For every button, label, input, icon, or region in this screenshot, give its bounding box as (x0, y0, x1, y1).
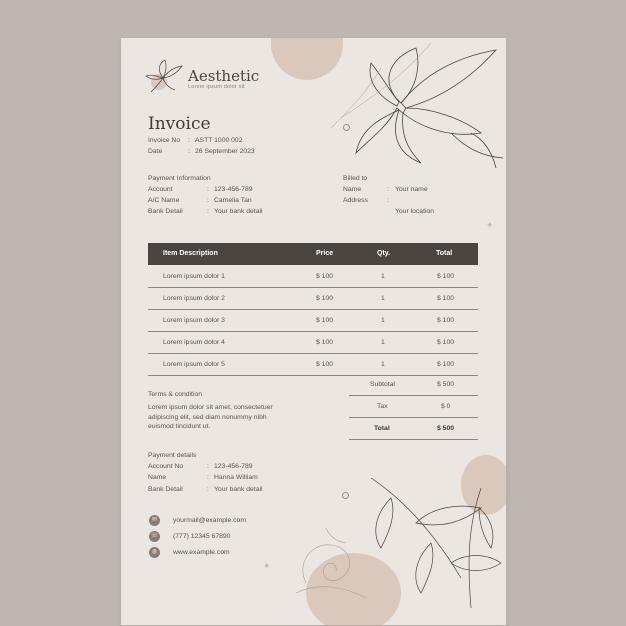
lily-illustration-icon (321, 38, 506, 178)
details-bank-value: Your bank detail (214, 486, 263, 493)
table-row (148, 309, 478, 332)
brand-name: Aesthetic (188, 67, 260, 85)
details-name-value: Hanna William (214, 474, 258, 481)
subtotal-label: Subtotal (370, 381, 395, 388)
logo-flower-icon (145, 58, 183, 94)
details-account-value: 123-456-789 (214, 463, 253, 470)
payment-info-heading: Payment Information (148, 175, 211, 182)
payment-acname-label: A/C Name (148, 197, 180, 204)
billed-to-heading: Billed to (343, 175, 368, 182)
table-row (148, 287, 478, 310)
item-total: $ 100 (437, 273, 455, 280)
item-total: $ 100 (437, 295, 455, 302)
payment-account-label: Account (148, 186, 173, 193)
header-price: Price (316, 250, 334, 257)
contact-phone[interactable]: (777) 12345 67890 (173, 533, 231, 540)
item-qty: 1 (381, 273, 385, 280)
details-bank-label: Bank Detail (148, 486, 183, 493)
total-value: $ 500 (437, 425, 455, 432)
payment-bank-value: Your bank detail (214, 208, 263, 215)
invoice-date: 26 September 2023 (195, 148, 255, 155)
dot-ornament-icon (342, 492, 349, 499)
payment-acname-value: Camelia Tan (214, 197, 252, 204)
tax-value: $ 0 (441, 403, 451, 410)
header-item-description: Item Description (163, 250, 218, 257)
billed-name-sep: : (387, 186, 389, 193)
item-total: $ 100 (437, 361, 455, 368)
contact-website[interactable]: www.example.com (173, 549, 230, 556)
item-price: $ 100 (316, 339, 334, 346)
item-description: Lorem ipsum dolor 5 (163, 361, 225, 368)
payment-bank-label: Bank Detail (148, 208, 183, 215)
rose-illustration-icon (286, 523, 376, 603)
payment-details-heading: Payment details (148, 452, 197, 459)
leaf-illustration-icon (361, 468, 506, 618)
item-qty: 1 (381, 317, 385, 324)
billed-name-label: Name (343, 186, 362, 193)
table-row (148, 353, 478, 376)
details-account-sep: : (207, 463, 209, 470)
header-total: Total (436, 250, 453, 257)
invoice-number-label: Invoice No (148, 137, 181, 144)
payment-acname-sep: : (207, 197, 209, 204)
billed-address-label: Address (343, 197, 368, 204)
billed-address-value: Your location (395, 208, 435, 215)
payment-account-sep: : (207, 186, 209, 193)
table-row (148, 265, 478, 288)
details-name-sep: : (207, 474, 209, 481)
billed-address-sep: : (387, 197, 389, 204)
total-label: Total (374, 425, 390, 432)
phone-icon: ☏ (149, 531, 160, 542)
summary-divider (349, 395, 478, 396)
tax-label: Tax (377, 403, 388, 410)
brand-tagline: Lorem ipsum dolor sit (188, 84, 245, 90)
item-qty: 1 (381, 361, 385, 368)
item-description: Lorem ipsum dolor 2 (163, 295, 225, 302)
details-bank-sep: : (207, 486, 209, 493)
item-price: $ 100 (316, 295, 334, 302)
terms-line: adipiscing elit, sed diam nonummy nibh (148, 414, 267, 421)
item-qty: 1 (381, 339, 385, 346)
invoice-date-label: Date (148, 148, 163, 155)
invoice-title: Invoice (148, 114, 211, 134)
contact-email[interactable]: yourmail@example.com (173, 517, 247, 524)
sparkle-icon: ✦ (486, 220, 494, 230)
terms-line: Lorem ipsum dolor sit amet, consectetuer (148, 404, 273, 411)
item-description: Lorem ipsum dolor 4 (163, 339, 225, 346)
summary-divider (349, 417, 478, 418)
sparkle-icon: ✦ (263, 561, 271, 571)
summary-divider (349, 439, 478, 440)
terms-heading: Terms & condition (148, 391, 203, 398)
item-price: $ 100 (316, 361, 334, 368)
item-total: $ 100 (437, 339, 455, 346)
payment-account-value: 123-456-789 (214, 186, 253, 193)
details-account-label: Account No (148, 463, 184, 470)
item-total: $ 100 (437, 317, 455, 324)
item-description: Lorem ipsum dolor 1 (163, 273, 225, 280)
table-row (148, 331, 478, 354)
invoice-number: ASTT 1000 002 (195, 137, 243, 144)
dot-ornament-icon (343, 124, 350, 131)
invoice-page (121, 38, 506, 625)
invoice-date-sep: : (188, 148, 190, 155)
items-table-header (148, 243, 478, 265)
item-price: $ 100 (316, 273, 334, 280)
terms-line: euismod tincidunt ut. (148, 423, 211, 430)
item-price: $ 100 (316, 317, 334, 324)
envelope-icon: ✉ (149, 515, 160, 526)
header-qty: Qty. (377, 250, 391, 257)
item-qty: 1 (381, 295, 385, 302)
globe-icon: ◍ (149, 547, 160, 558)
details-name-label: Name (148, 474, 167, 481)
billed-name-value: Your name (395, 186, 428, 193)
invoice-number-sep: : (188, 137, 190, 144)
subtotal-value: $ 500 (437, 381, 455, 388)
item-description: Lorem ipsum dolor 3 (163, 317, 225, 324)
payment-bank-sep: : (207, 208, 209, 215)
